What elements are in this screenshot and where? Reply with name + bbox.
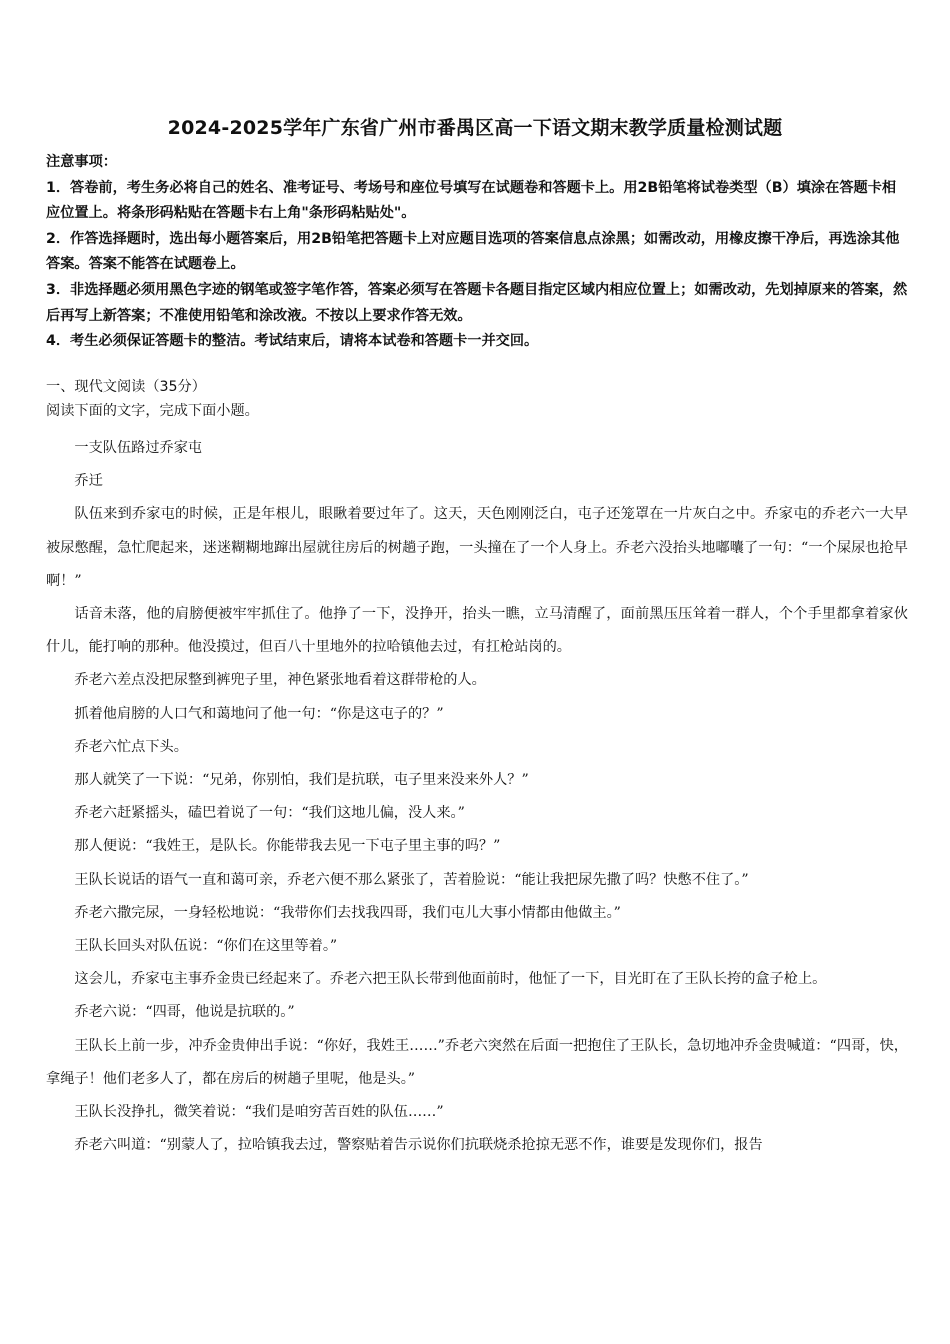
article-paragraph: 那人便说：“我姓王，是队长。你能带我去见一下屯子里主事的吗？” — [74, 838, 501, 855]
article-title: 一支队伍路过乔家屯 — [74, 440, 203, 456]
article-paragraph: 乔老六叫道：“别蒙人了，拉哈镇我去过，警察贴着告示说你们抗联烧杀抢掠无恶不作，谁要是发现你们，报告 — [74, 1137, 763, 1154]
section-heading: 一、现代文阅读（35分） — [46, 379, 206, 395]
article-paragraph: 王队长上前一步，冲乔金贵伸出手说：“你好，我姓王……”乔老六突然在后面一把抱住了王队长，急切地冲乔金贵喊道：“四哥，快，拿绳子！他们老多人了，都在房后的树趟子里呢，他是头。” — [46, 1037, 908, 1087]
article-paragraph: 王队长没挣扎，微笑着说：“我们是咱穷苦百姓的队伍……” — [74, 1104, 444, 1121]
article-paragraph: 乔老六说：“四哥，他说是抗联的。” — [74, 1004, 295, 1021]
notice-item-4: 4．考生必须保证答题卡的整洁。考试结束后，请将本试卷和答题卡一并交回。 — [46, 333, 539, 350]
article-paragraph: 王队长说话的语气一直和蔼可亲，乔老六便不那么紧张了，苦着脸说：“能让我把尿先撒了吗？快憋不住了。” — [74, 871, 749, 888]
article-author: 乔迁 — [74, 473, 103, 490]
section-instruction: 阅读下面的文字，完成下面小题。 — [46, 403, 259, 419]
article-paragraph: 抓着他肩膀的人口气和蔼地问了他一句：“你是这屯子的？” — [74, 705, 444, 722]
article-paragraph: 那人就笑了一下说：“兄弟，你别怕，我们是抗联，屯子里来没来外人？” — [74, 772, 529, 789]
article-paragraph: 王队长回头对队伍说：“你们在这里等着。” — [74, 938, 338, 955]
notice-item-1: 1．答卷前，考生务必将自己的姓名、准考证号、考场号和座位号填写在试题卷和答题卡上。用2B铅笔将试卷类型（B）填涂在答题卡相应位置上。将条形码粘贴在答题卡右上角"条形码粘贴处"。 — [46, 179, 897, 222]
section-header — [46, 375, 908, 423]
article-paragraph: 乔老六撒完尿，一身轻松地说：“我带你们去找我四哥，我们屯儿大事小情都由他做主。” — [74, 904, 621, 921]
notice-item-2: 2．作答选择题时，选出每小题答案后，用2B铅笔把答题卡上对应题目选项的答案信息点涂黑；如需改动，用橡皮擦干净后，再选涂其他答案。答案不能答在试题卷上。 — [46, 230, 900, 273]
article-paragraph: 队伍来到乔家屯的时候，正是年根儿，眼瞅着要过年了。这天，天色刚刚泛白，屯子还笼罩在一片灰白之中。乔家屯的乔老六一大早被尿憋醒，急忙爬起来，迷迷糊糊地蹿出屋就往房后的树趟子跑，一头撞在了一个人身上。乔老六没抬头地嘟囔了一句：“一个屎尿也抢早啊！” — [46, 506, 908, 589]
article-paragraph: 这会儿，乔家屯主事乔金贵已经起来了。乔老六把王队长带到他面前时，他怔了一下，目光盯在了王队长挎的盒子枪上。 — [74, 971, 827, 988]
notice-block — [46, 150, 908, 355]
exam-title: 2024-2025学年广东省广州市番禺区高一下语文期末教学质量检测试题 — [167, 117, 783, 139]
notice-heading: 注意事项： — [46, 154, 117, 170]
article-paragraph: 乔老六忙点下头。 — [74, 738, 188, 755]
reading-article — [46, 432, 908, 1162]
article-paragraph: 乔老六赶紧摇头，磕巴着说了一句：“我们这地儿偏，没人来。” — [74, 805, 465, 822]
notice-item-3: 3．非选择题必须用黑色字迹的钢笔或签字笔作答，答案必须写在答题卡各题目指定区域内相应位置上；如需改动，先划掉原来的答案，然后再写上新答案；不准使用铅笔和涂改液。不按以上要求作答无效。 — [46, 281, 908, 324]
article-paragraph: 话音未落，他的肩膀便被牢牢抓住了。他挣了一下，没挣开，抬头一瞧，立马清醒了，面前黑压压耸着一群人，个个手里都拿着家伙什儿，能打响的那种。他没摸过，但百八十里地外的拉哈镇他去过，有扛枪站岗的。 — [46, 606, 908, 656]
article-paragraph: 乔老六差点没把尿整到裤兜子里，神色紧张地看着这群带枪的人。 — [74, 672, 486, 689]
